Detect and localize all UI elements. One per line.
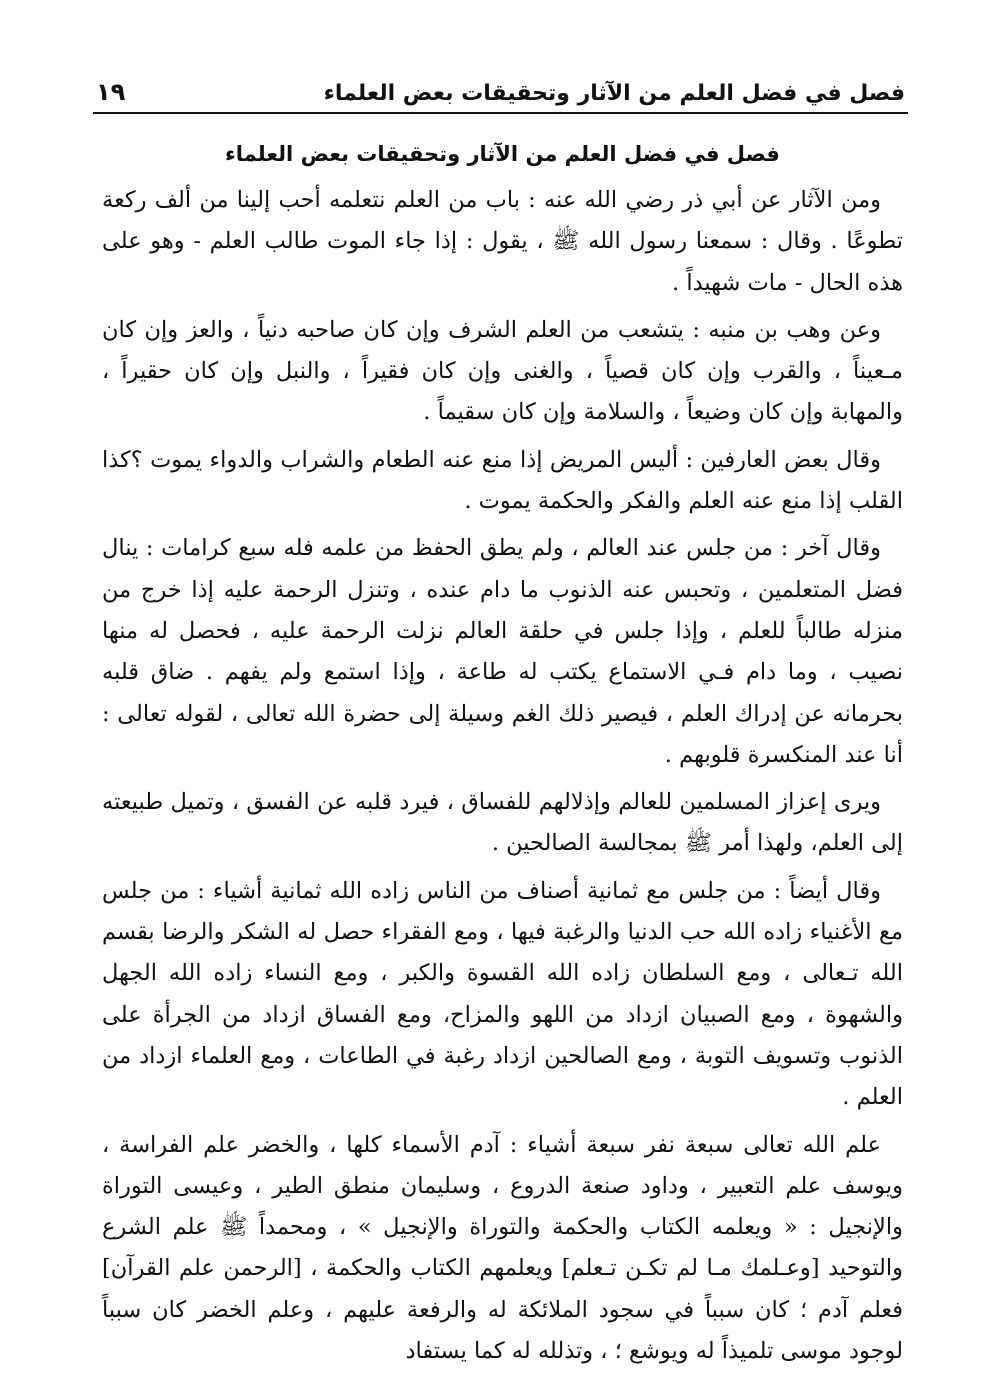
- running-title: فصل في فضل العلم من الآثار وتحقيقات بعض العلماء: [323, 81, 905, 106]
- running-header: [96, 70, 905, 106]
- page-number: ١٩: [96, 78, 126, 106]
- section-heading: فصل في فضل العلم من الآثار وتحقيقات بعض العلماء: [225, 142, 780, 166]
- page-body: [102, 132, 903, 1378]
- paragraph: وقال آخر : من جلس عند العالم ، ولم يطق الحفظ من علمه فله سبع كرامات : ينال فضل المتعلمين ، وتحبس عنه الذنوب ما دام عنده ، وتنزل الرحمة عليه إذا خرج من منزله طالباً للعلم ، وإذا جلس في حلقة العالم نزلت الرحمة عليه ، فحصل له منها نصيب ، وما دام فـي الاستماع يكتب له طاعة ، وإذا استمع ولم يفهم . ضاق قلبه بحرمانه عن إدراك العلم ، فيصير ذلك الغم وسيلة إلى حضرة الله تعالى ، لقوله تعالى : أنا عند المنكسرة قلوبهم .: [102, 535, 903, 768]
- paragraph: ويرى إعزاز المسلمين للعالم وإذلالهم للفساق ، فيرد قلبه عن الفسق ، وتميل طبيعته إلى العلم، ولهذا أمر ﷺ بمجالسة الصالحين .: [102, 789, 903, 857]
- paragraph: علم الله تعالى سبعة نفر سبعة أشياء : آدم الأسماء كلها ، والخضر علم الفراسة ، ويوسف علم التعبير ، وداود صنعة الدروع ، وسليمان منطق الطير ، وعيسى التوراة والإنجيل : « ويعلمه الكتاب والحكمة والتوراة والإنجيل » ، ومحمداً ﷺ علم الشرع والتوحيد [وعـلمك مـا لم تكـن تـعلم] ويعلمهم الكتاب والحكمة ، [الرحمن علم القرآن] فعلم آدم ؛ كان سبباً في سجود الملائكة له والرفعة عليهم ، وعلم الخضر كان سبباً لوجود موسى تلميذاً له ويوشع ؛ ، وتذلله له كما يستفاد: [102, 1131, 903, 1365]
- header-rule: [93, 112, 908, 114]
- paragraph: وقال أيضاً : من جلس مع ثمانية أصناف من الناس زاده الله ثمانية أشياء : من جلس مع الأغنياء زاده الله حب الدنيا والرغبة فيها ، ومع الفقراء حصل له الشكر والرضا بقسم الله تـعالى ، ومع السلطان زاده الله القسوة والكبر ، ومع النساء زاده الله الجهل والشهوة ، ومع الصبيان ازداد من اللهو والمزاح، ومع الفساق ازداد من الجرأة على الذنوب وتسويف التوبة ، ومع الصالحين ازداد رغبة في الطاعات ، ومع العلماء ازداد من العلم .: [102, 877, 903, 1111]
- paragraph: وقال بعض العارفين : أليس المريض إذا منع عنه الطعام والشراب والدواء يموت ؟كذا القلب إذا منع عنه العلم والفكر والحكمة يموت .: [102, 446, 903, 515]
- paragraph: ومن الآثار عن أبي ذر رضي الله عنه : باب من العلم نتعلمه أحب إلينا من ألف ركعة تطوعًا . وقال : سمعنا رسول الله ﷺ ، يقول : إذا جاء الموت طالب العلم - وهو على هذه الحال - مات شهيداً .: [102, 187, 903, 296]
- paragraph: وعن وهب بن منبه : يتشعب من العلم الشرف وإن كان صاحبه دنياً ، والعز وإن كان مـعيناً ، والقرب وإن كان قصياً ، والغنى وإن كان فقيراً ، والنبل وإن كان حقيراً ، والمهابة وإن كان وضيعاً ، والسلامة وإن كان سقيماً .: [102, 316, 903, 426]
